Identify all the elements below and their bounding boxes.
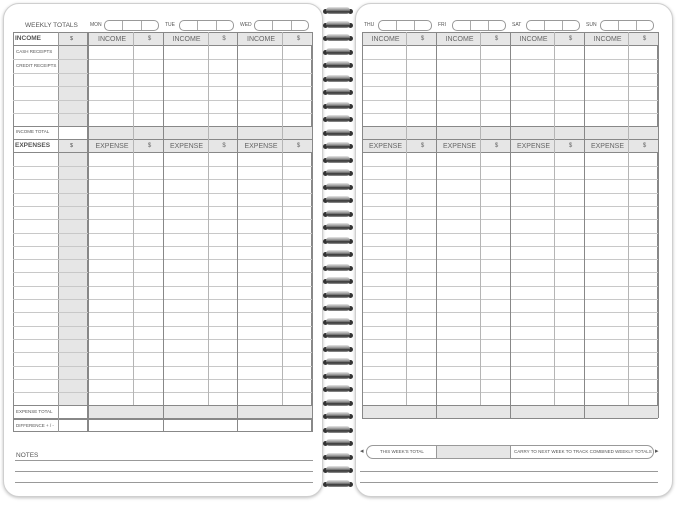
income-column-header: INCOME	[519, 36, 548, 43]
credit-receipts-label: CREDIT RECEIPTS	[16, 63, 57, 68]
spiral-coil	[322, 47, 354, 57]
spiral-coil	[322, 141, 354, 151]
expense-column-header: EXPENSE	[95, 143, 129, 150]
amount-column-divider	[133, 32, 134, 405]
spiral-binding	[322, 6, 354, 496]
spiral-coil	[322, 290, 354, 300]
currency-column-header: $	[147, 36, 152, 42]
spiral-coil	[322, 479, 354, 489]
income-column-header: INCOME	[371, 36, 400, 43]
expenses-currency-label: $	[70, 143, 74, 149]
spiral-coil	[322, 236, 354, 246]
date-field[interactable]	[104, 20, 159, 31]
notes-label: NOTES	[16, 452, 39, 459]
spiral-coil	[322, 222, 354, 232]
amount-column-divider	[406, 32, 407, 405]
amount-column-divider	[628, 32, 629, 405]
income-column-header: INCOME	[593, 36, 622, 43]
currency-column-header: $	[420, 143, 425, 149]
spiral-coil	[322, 128, 354, 138]
right-arrow-icon: ▸	[655, 448, 659, 455]
currency-column-header: $	[420, 36, 425, 42]
currency-column-header: $	[642, 143, 647, 149]
spiral-coil	[322, 398, 354, 408]
spiral-coil	[322, 101, 354, 111]
date-field-divider	[122, 21, 123, 30]
day-label: SUN	[586, 22, 597, 28]
date-field-divider	[197, 21, 198, 30]
day-label: WED	[240, 22, 252, 28]
expense-column-header: EXPENSE	[442, 143, 477, 150]
day-column-divider	[584, 32, 585, 418]
spiral-coil	[322, 411, 354, 421]
notes-line	[360, 482, 658, 483]
expense-column-header: EXPENSE	[590, 143, 625, 150]
income-column-header: INCOME	[445, 36, 474, 43]
spiral-coil	[322, 114, 354, 124]
day-label: TUE	[165, 22, 175, 28]
spiral-coil	[322, 303, 354, 313]
spiral-coil	[322, 384, 354, 394]
notes-line	[15, 460, 313, 461]
currency-column-header: $	[147, 143, 152, 149]
currency-column-header: $	[494, 36, 499, 42]
spiral-coil	[322, 60, 354, 70]
spiral-coil	[322, 87, 354, 97]
notes-line	[15, 471, 313, 472]
spiral-coil	[322, 465, 354, 475]
day-column-divider	[362, 32, 363, 418]
notes-line	[360, 471, 658, 472]
day-column-divider	[510, 32, 511, 418]
spiral-coil	[322, 182, 354, 192]
currency-column-header: $	[296, 36, 301, 42]
spiral-coil	[322, 371, 354, 381]
amount-column-divider	[208, 32, 209, 405]
this-week-total-label: THIS WEEK'S TOTAL	[380, 449, 424, 454]
left-arrow-icon: ◂	[360, 448, 364, 455]
day-column-divider	[436, 32, 437, 418]
income-column-header: INCOME	[172, 36, 201, 43]
spiral-coil	[322, 317, 354, 327]
expense-total-label: EXPENSE TOTAL	[16, 409, 53, 414]
total-row	[88, 126, 312, 139]
expense-amount-column	[59, 153, 87, 405]
income-currency-label: $	[70, 36, 74, 42]
date-field-divider	[141, 21, 142, 30]
income-section-label: INCOME	[15, 35, 41, 42]
income-total-label: INCOME TOTAL	[16, 129, 50, 134]
date-field[interactable]	[254, 20, 309, 31]
amount-column-divider	[554, 32, 555, 405]
date-field-divider	[414, 21, 415, 30]
amount-column-divider	[282, 32, 283, 405]
day-column-divider	[312, 32, 313, 432]
weekly-totals-label: WEEKLY TOTALS	[25, 22, 78, 29]
date-field[interactable]	[179, 20, 234, 31]
currency-column-header: $	[642, 36, 647, 42]
notes-line	[15, 482, 313, 483]
expense-column-header: EXPENSE	[169, 143, 204, 150]
date-field-divider	[291, 21, 292, 30]
day-column-divider	[88, 32, 89, 432]
spiral-coil	[322, 276, 354, 286]
expenses-section-label: EXPENSES	[15, 142, 51, 149]
spiral-coil	[322, 195, 354, 205]
spiral-coil	[322, 452, 354, 462]
date-field[interactable]	[378, 20, 432, 31]
income-column-header: INCOME	[247, 36, 275, 43]
day-column-divider	[658, 32, 659, 418]
expense-column-header: EXPENSE	[368, 143, 403, 150]
spiral-coil	[322, 155, 354, 165]
currency-column-header: $	[568, 143, 573, 149]
spiral-coil	[322, 33, 354, 43]
date-field-divider	[488, 21, 489, 30]
expense-column-header: EXPENSE	[244, 143, 278, 150]
day-label: THU	[364, 22, 375, 28]
spiral-coil	[322, 6, 354, 16]
day-label: FRI	[438, 22, 447, 28]
date-field-divider	[396, 21, 397, 30]
day-label: SAT	[512, 22, 522, 28]
date-field-divider	[562, 21, 563, 30]
date-field[interactable]	[526, 20, 580, 31]
amount-column-divider	[480, 32, 481, 405]
expense-column-header: EXPENSE	[516, 143, 551, 150]
spiral-coil	[322, 344, 354, 354]
total-row	[88, 405, 312, 418]
spiral-coil	[322, 209, 354, 219]
currency-column-header: $	[222, 36, 226, 42]
divider	[510, 446, 511, 458]
date-field[interactable]	[452, 20, 506, 31]
date-field-divider	[636, 21, 637, 30]
day-column-divider	[237, 32, 238, 432]
carry-forward-label: CARRY TO NEXT WEEK TO TRACK COMBINED WEEKLY TOTALS	[514, 449, 652, 454]
date-field-divider	[470, 21, 471, 30]
this-week-total-field[interactable]	[437, 446, 510, 458]
spiral-coil	[322, 20, 354, 30]
date-field-divider	[272, 21, 273, 30]
label-column-divider	[58, 32, 59, 432]
currency-column-header: $	[494, 143, 499, 149]
day-label: MON	[90, 22, 102, 28]
currency-column-header: $	[568, 36, 573, 42]
spiral-coil	[322, 438, 354, 448]
income-column-header: INCOME	[98, 36, 126, 43]
spiral-coil	[322, 263, 354, 273]
spiral-coil	[322, 357, 354, 367]
spiral-coil	[322, 168, 354, 178]
date-field-divider	[544, 21, 545, 30]
spiral-coil	[322, 249, 354, 259]
date-field-divider	[618, 21, 619, 30]
currency-column-header: $	[296, 143, 301, 149]
spiral-coil	[322, 330, 354, 340]
spiral-coil	[322, 425, 354, 435]
spiral-coil	[322, 74, 354, 84]
currency-column-header: $	[222, 143, 226, 149]
cash-receipts-label: CASH RECEIPTS	[16, 49, 53, 54]
date-field-divider	[216, 21, 217, 30]
total-row-bottom-line	[362, 418, 658, 419]
day-column-divider	[163, 32, 164, 432]
difference-label: DIFFERENCE + / -	[16, 423, 54, 428]
date-field[interactable]	[600, 20, 654, 31]
